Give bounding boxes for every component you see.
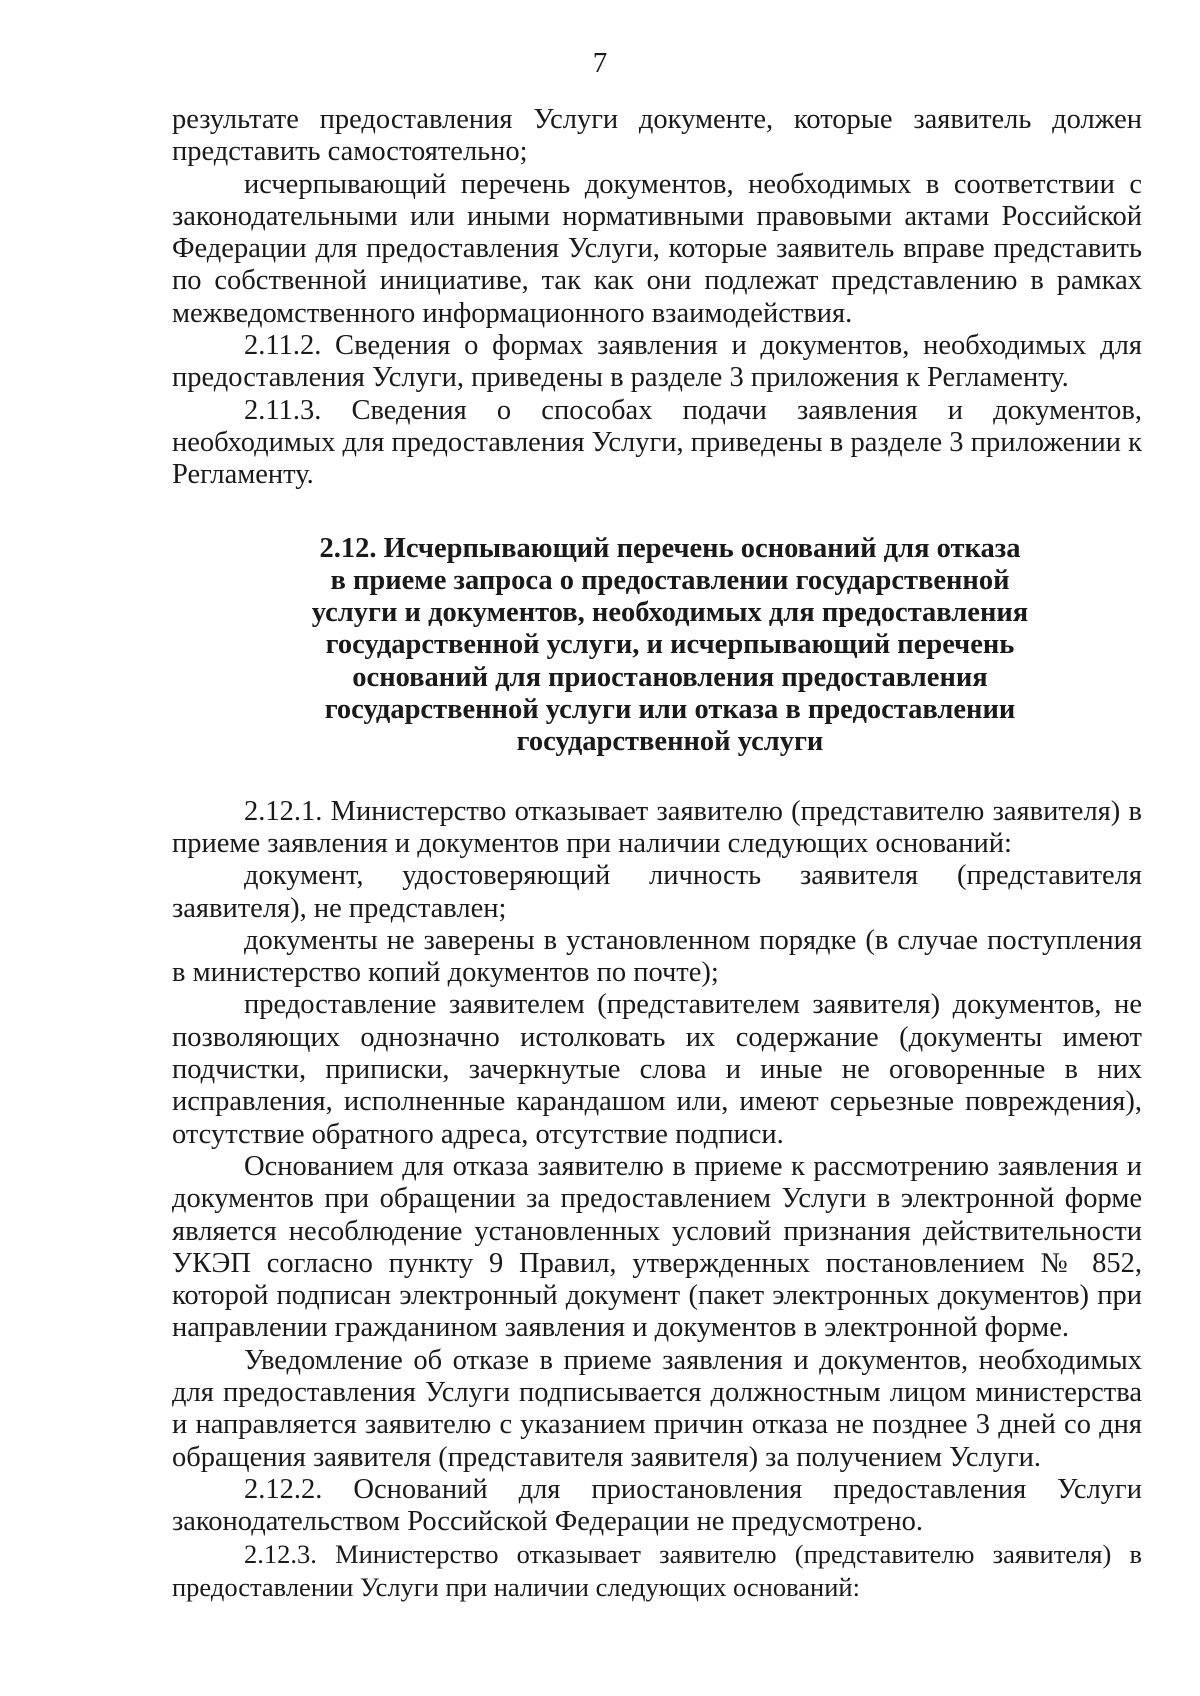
paragraph: Основанием для отказа заявителю в приеме к рассмотрению заявления и документов при обращении за предоставлением Услуги в электронной форме является несоблюдение установленных условий признания действительности УКЭП согласно пункту 9 Правил, утвержденных постановлением № 852, которой подписан электронный документ (пакет электронных документов) при направлении гражданином заявления и документов в электронной форме. xyxy=(172,1150,1142,1344)
paragraph: 2.11.3. Сведения о способах подачи заявления и документов, необходимых для предоставления Услуги, приведены в разделе 3 приложении к Регламенту. xyxy=(172,394,1142,491)
section-heading xyxy=(172,533,1142,759)
paragraph: Уведомление об отказе в приеме заявления и документов, необходимых для предоставления Услуги подписывается должностным лицом министерства и направляется заявителю с указанием причин отказа не позднее 3 дней со дня обращения заявителя (представителя заявителя) за получением Услуги. xyxy=(172,1344,1142,1473)
heading-line: оснований для приостановления предоставления xyxy=(352,661,988,693)
heading-line: 2.12. Исчерпывающий перечень оснований для отказа xyxy=(319,532,1021,564)
heading-line: в приеме запроса о предоставлении государственной xyxy=(330,564,1010,596)
paragraph: 2.12.2. Оснований для приостановления предоставления Услуги законодательством Российской Федерации не предусмотрено. xyxy=(172,1473,1142,1538)
paragraph: исчерпывающий перечень документов, необходимых в соответствии с законодательными или иными нормативными правовыми актами Российской Федерации для предоставления Услуги, которые заявитель вправе представить по собственной инициативе, так как они подлежат представлению в рамках межведомственного информационного взаимодействия. xyxy=(172,168,1142,329)
paragraph: 2.12.3. Министерство отказывает заявителю (представителю заявителя) в предоставлении Услуги при наличии следующих оснований: xyxy=(172,1539,1142,1602)
heading-line: государственной услуги или отказа в предоставлении xyxy=(324,694,1016,726)
paragraph: предоставление заявителем (представителем заявителя) документов, не позволяющих однозначно истолковать их содержание (документы имеют подчистки, приписки, зачеркнутые слова и иные не оговоренные в них исправления, исполненные карандашом или, имеют серьезные повреждения), отсутствие обратного адреса, отсутствие подписи. xyxy=(172,989,1142,1150)
heading-line: государственной услуги xyxy=(516,726,824,758)
heading-line: услуги и документов, необходимых для предоставления xyxy=(311,597,1029,629)
paragraph: 2.12.1. Министерство отказывает заявителю (представителю заявителя) в приеме заявления и документов при наличии следующих оснований: xyxy=(172,795,1142,859)
paragraph: документ, удостоверяющий личность заявителя (представителя заявителя), не представлен; xyxy=(172,860,1142,924)
paragraph: 2.11.2. Сведения о формах заявления и документов, необходимых для предоставления Услуги, приведены в разделе 3 приложения к Регламенту. xyxy=(172,330,1142,394)
page-number: 7 xyxy=(592,47,608,79)
document-body xyxy=(172,104,1142,1603)
heading-line: государственной услуги, и исчерпывающий перечень xyxy=(325,629,1015,661)
paragraph: результате предоставления Услуги документе, которые заявитель должен представить самостоятельно; xyxy=(172,104,1142,168)
paragraph: документы не заверены в установленном порядке (в случае поступления в министерство копий документов по почте); xyxy=(172,924,1142,989)
